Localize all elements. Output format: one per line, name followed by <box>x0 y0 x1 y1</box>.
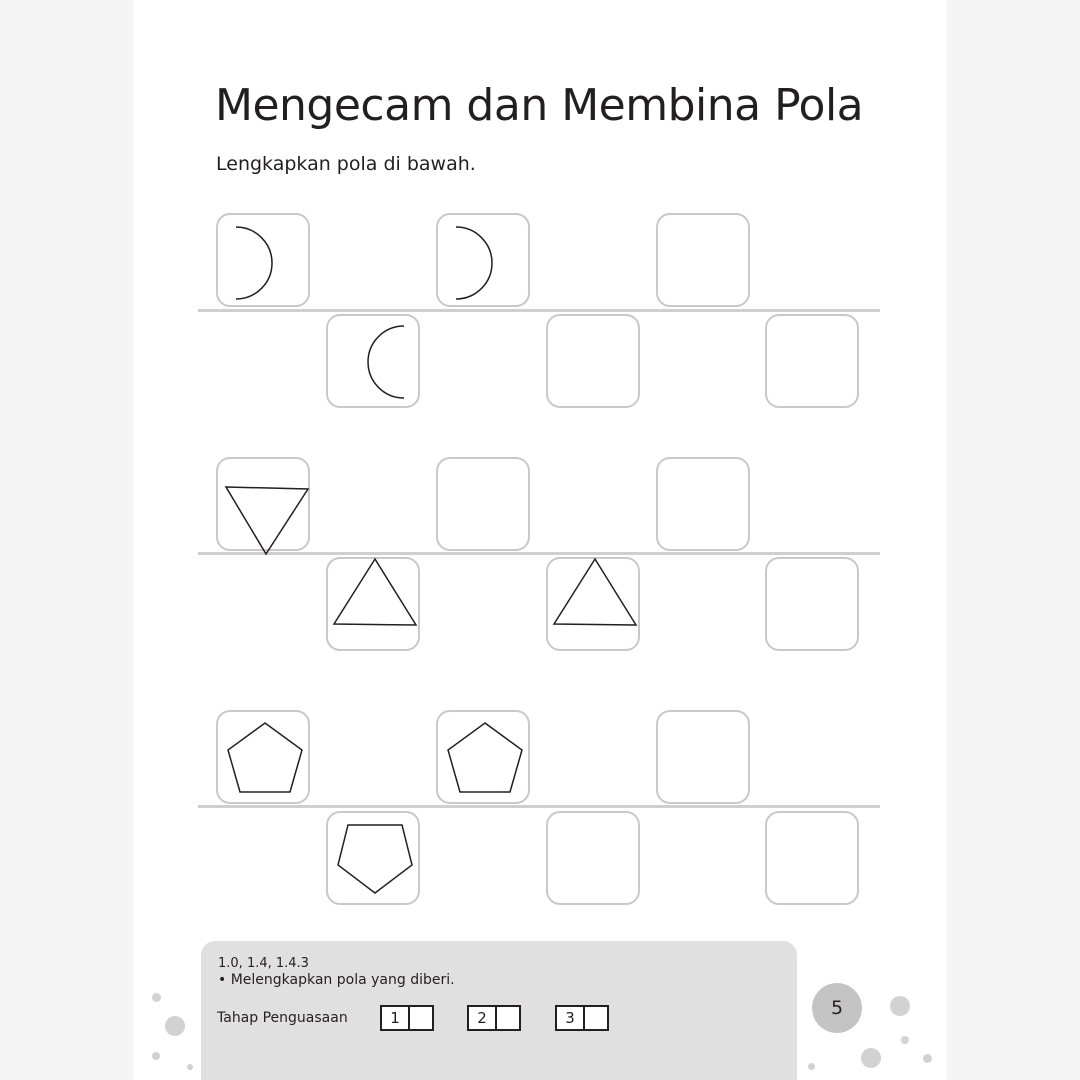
decorative-dot <box>861 1048 881 1068</box>
answer-box[interactable] <box>546 314 640 408</box>
pattern-box <box>436 710 530 804</box>
standard-codes: 1.0, 1.4, 1.4.3 <box>218 956 309 971</box>
pattern-box <box>326 314 420 408</box>
decorative-dot <box>165 1016 185 1036</box>
answer-box[interactable] <box>656 710 750 804</box>
decorative-dot <box>923 1054 932 1063</box>
learning-objective: • Melengkapkan pola yang diberi. <box>218 972 455 988</box>
moon-left-icon <box>328 316 418 406</box>
pattern-box <box>326 811 420 905</box>
answer-box[interactable] <box>546 811 640 905</box>
pattern-box <box>216 457 310 551</box>
answer-box[interactable] <box>765 811 859 905</box>
answer-box[interactable] <box>765 557 859 651</box>
pattern-box <box>216 213 310 307</box>
moon-right-icon <box>218 215 308 305</box>
answer-box[interactable] <box>656 457 750 551</box>
moon-right-icon <box>438 215 528 305</box>
answer-box[interactable] <box>765 314 859 408</box>
instruction-text: Lengkapkan pola di bawah. <box>216 153 476 175</box>
mastery-level-3[interactable] <box>555 1005 609 1031</box>
decorative-dot <box>808 1063 815 1070</box>
mastery-level-number: 3 <box>557 1007 585 1029</box>
pentagon-down-icon <box>328 813 418 903</box>
pattern-divider <box>198 805 880 808</box>
page-title: Mengecam dan Membina Pola <box>215 80 864 131</box>
triangle-up-icon <box>328 559 418 649</box>
triangle-down-icon <box>218 459 308 549</box>
mastery-label: Tahap Penguasaan <box>217 1010 348 1026</box>
pattern-divider <box>198 309 880 312</box>
mastery-level-number: 2 <box>469 1007 497 1029</box>
decorative-dot <box>152 993 161 1002</box>
footer-panel <box>201 941 797 1080</box>
decorative-dot <box>152 1052 160 1060</box>
triangle-up-icon <box>548 559 638 649</box>
pattern-divider <box>198 552 880 555</box>
pentagon-up-icon <box>218 712 308 802</box>
mastery-level-1[interactable] <box>380 1005 434 1031</box>
answer-box[interactable] <box>656 213 750 307</box>
decorative-dot <box>187 1064 193 1070</box>
decorative-dot <box>901 1036 909 1044</box>
pattern-box <box>216 710 310 804</box>
pattern-box <box>546 557 640 651</box>
pentagon-up-icon <box>438 712 528 802</box>
mastery-level-2[interactable] <box>467 1005 521 1031</box>
pattern-box <box>326 557 420 651</box>
page-number: 5 <box>812 983 862 1033</box>
answer-box[interactable] <box>436 457 530 551</box>
decorative-dot <box>890 996 910 1016</box>
mastery-level-number: 1 <box>382 1007 410 1029</box>
pattern-box <box>436 213 530 307</box>
